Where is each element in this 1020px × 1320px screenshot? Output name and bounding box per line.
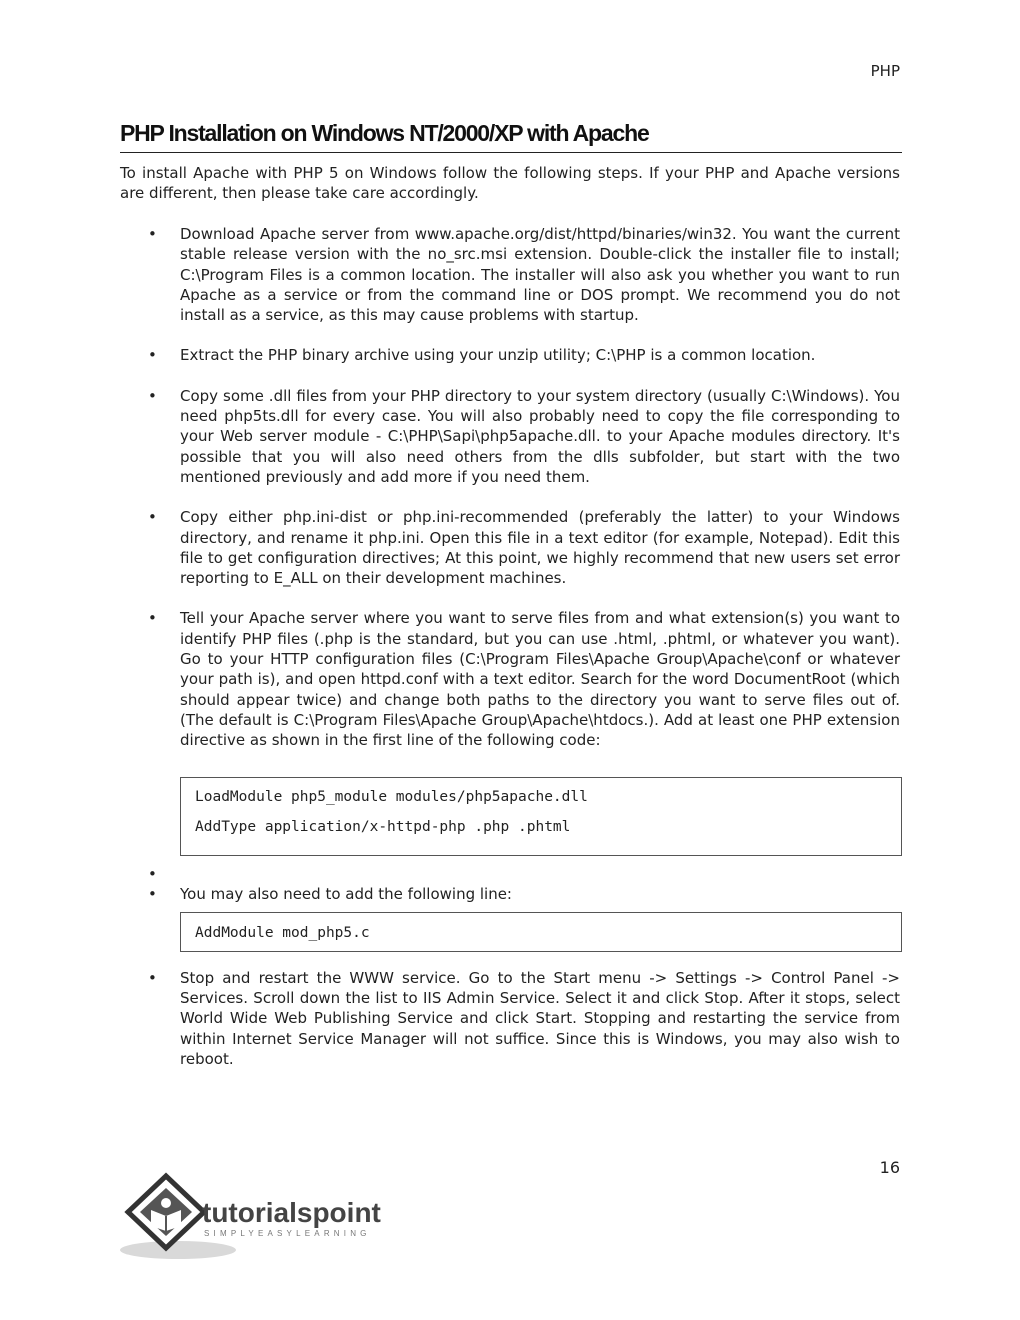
section-title: PHP Installation on Windows NT/2000/XP with Apache (120, 120, 902, 153)
empty-list-item (120, 864, 900, 884)
step-download-apache: • Download Apache server from www.apache.org/dist/httpd/binaries/win32. You want the current stable release version with the no_src.msi extension. Double-click the installer file to install; C:\Program Files is a common location. The installer will also ask you whether you want to run Apache as a service or from the command line or DOS prompt. We recommend you do not install as a service, as this may cause problems with startup. (120, 224, 900, 325)
logo-figure-head (161, 1198, 171, 1208)
installation-steps-list (120, 224, 900, 1069)
logo-shadow (120, 1241, 236, 1259)
code-box (180, 912, 902, 952)
logo-wordmark: tutorialspoint (202, 1197, 381, 1228)
logo-tagline: SIMPLYEASYLEARNING (204, 1229, 371, 1238)
tutorialspoint-logo (118, 1170, 418, 1265)
step-configure-apache-text: Tell your Apache server where you want to serve files from and what extension(s) you want to identify PHP files (.php is the standard, but you can use .html, .phtml, or whatever you want). Go to your HTTP configuration files (C:\Program Files\Apache Group\Apache\conf or whatever your path is), and open httpd.conf with a text editor. Search for the word DocumentRoot (which should appear twice) and change both paths to the directory you want to serve files out of. (The default is C:\Program Files\Apache Group\Apache\htdocs.). Add at least one PHP extension directive as shown in the first line of the following code: (180, 609, 900, 750)
step-copy-dll: • Copy some .dll files from your PHP directory to your system directory (usually C:\Windows). You need php5ts.dll for every case. You will also probably need to copy the file corresponding to your Web server module - C:\PHP\Sapi\php5apache.dll. to your Apache modules directory. It's possible that you will also need others from the dlls subfolder, but start with the two mentioned previously and add more if you need them. (120, 386, 900, 487)
code-line: AddModule mod_php5.c (195, 924, 370, 941)
step-configure-apache (120, 608, 900, 750)
intro-paragraph: To install Apache with PHP 5 on Windows follow the following steps. If your PHP and Apache versions are different, then please take care accordingly. (120, 164, 900, 203)
step-restart-service: • Stop and restart the WWW service. Go to the Start menu -> Settings -> Control Panel -> Services. Scroll down the list to IIS Admin Service. Select it and click Stop. After it stops, select World Wide Web Publishing Service and click Start. Stopping and restarting the service from within Internet Service Manager will not suffice. Since this is Windows, you may also wish to reboot. (120, 968, 900, 1069)
code-line: AddType application/x-httpd-php .php .phtml (195, 818, 571, 835)
running-header: PHP (870, 62, 900, 80)
code-block-loadmodule (120, 777, 900, 856)
step-copy-ini: • Copy either php.ini-dist or php.ini-recommended (preferably the latter) to your Windows directory, and rename it php.ini. Open this file in a text editor (for example, Notepad). Edit this file to get configuration directives; At this point, we highly recommend that new users set error reporting to E_ALL on their development machines. (120, 507, 900, 588)
code-block-addmodule (120, 912, 900, 952)
step-add-module: • You may also need to add the following line: (120, 884, 900, 904)
code-line: LoadModule php5_module modules/php5apache.dll (195, 788, 588, 805)
page-number: 16 (879, 1158, 900, 1177)
step-extract-php: • Extract the PHP binary archive using your unzip utility; C:\PHP is a common location. (120, 345, 900, 365)
code-box (180, 777, 902, 856)
